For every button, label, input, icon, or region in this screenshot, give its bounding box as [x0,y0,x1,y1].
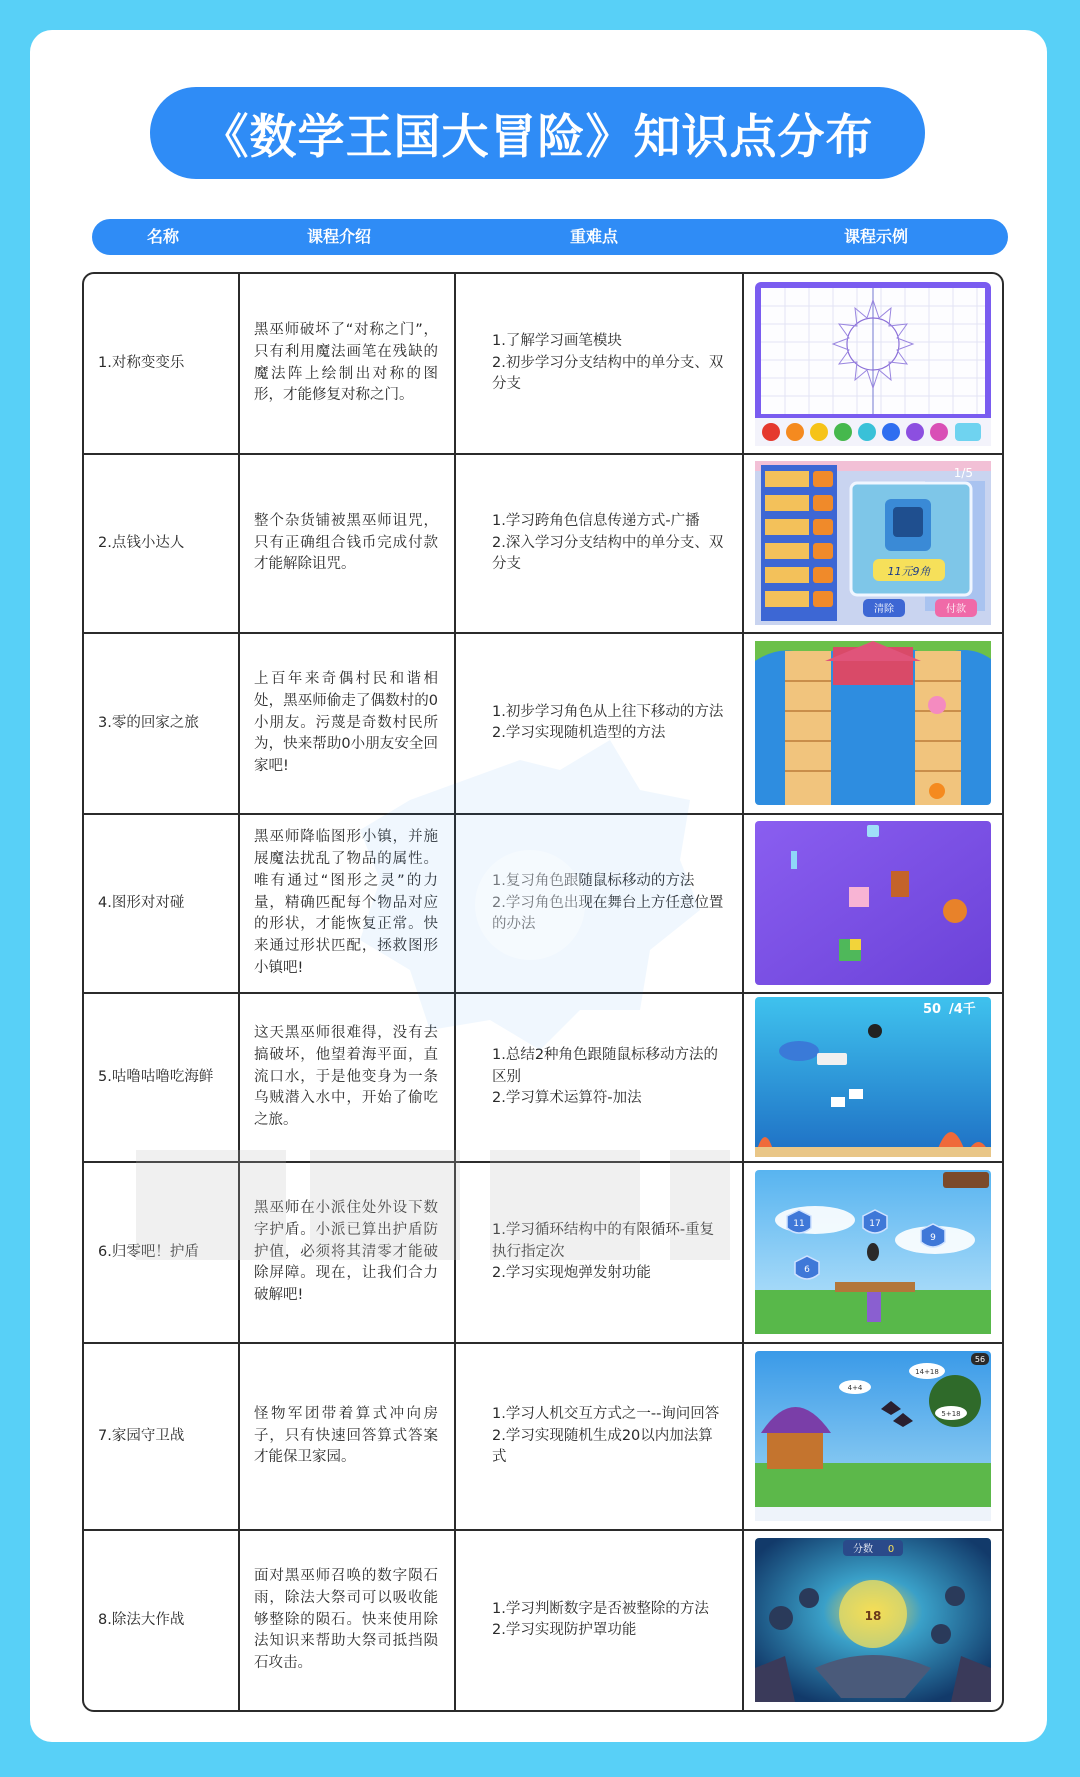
screenshot-zero-journey[interactable] [755,641,991,805]
table-header [92,219,1008,255]
equation-1: 14+18 [915,1368,939,1377]
course-intro: 黑巫师在小派住处外设下数字护盾。小派已算出护盾防护值，必须将其清零才能破除屏障。现在，让我们合力破解吧! [254,1200,438,1304]
course-key-points [456,702,742,746]
screenshot-shape-match[interactable] [755,821,991,985]
screenshot-home-defense[interactable] [755,1351,991,1521]
course-key-points [456,871,742,936]
course-name: 4.图形对对碰 [84,815,240,994]
screenshot-money-shop[interactable] [755,461,991,625]
center-number: 18 [864,1609,882,1624]
course-intro: 整个杂货铺被黑巫师诅咒，只有正确组合钱币完成付款才能解除诅咒。 [254,512,438,573]
table-row [84,274,1002,455]
shield-4-value: 6 [804,1265,810,1276]
shield-3-value: 9 [930,1233,936,1244]
shield-2-value: 17 [869,1219,881,1230]
course-intro: 怪物军团带着算式冲向房子，只有快速回答算式答案才能保卫家园。 [254,1405,438,1466]
score-value: 50 [923,1002,942,1018]
course-key-points [456,1599,742,1643]
score-badge: 56 [974,1355,986,1365]
key-point-1: 1.学习判断数字是否被整除的方法 [492,1600,709,1617]
table-row [84,1531,1002,1710]
course-name: 8.除法大作战 [84,1531,240,1710]
course-intro: 这天黑巫师很难得，没有去搞破坏，他望着海平面，直流口水，于是他变身为一条乌贼潜入水中，开始了偷吃之旅。 [254,1025,438,1129]
key-point-1: 1.了解学习画笔模块 [492,332,622,349]
price-label: 11元9角 [887,565,931,579]
course-table [82,272,1004,1712]
key-point-2: 2.学习实现随机造型的方法 [492,725,666,742]
header-example: 课程示例 [843,227,908,246]
score-value: 0 [887,1544,895,1556]
key-point-2: 2.学习角色出现在舞台上方任意位置的办法 [492,894,724,933]
table-row [84,1163,1002,1344]
course-key-points [456,1404,742,1469]
key-point-2: 2.深入学习分支结构中的单分支、双分支 [492,534,724,573]
screenshot-symmetry-drawing[interactable] [755,282,991,446]
table-row [84,815,1002,994]
clear-label: 清除 [874,604,894,616]
key-point-1: 1.初步学习角色从上往下移动的方法 [492,703,724,720]
key-point-1: 1.总结2种角色跟随鼠标移动方法的区别 [492,1046,719,1085]
course-name: 5.咕噜咕噜吃海鲜 [84,994,240,1163]
page-title: 《数学王国大冒险》知识点分布 [150,87,925,179]
course-name: 1.对称变变乐 [84,274,240,455]
screenshot-shield[interactable] [755,1170,991,1334]
course-key-points [456,331,742,396]
table-row [84,455,1002,634]
course-intro: 黑巫师破坏了“对称之门”，只有利用魔法画笔在残缺的魔法阵上绘制出对称的图形，才能修复对称之门。 [254,322,438,404]
header-name: 名称 [146,227,179,246]
header-key-points: 重难点 [569,227,618,246]
course-intro: 面对黑巫师召唤的数字陨石雨，除法大祭司可以吸收能够整除的陨石。快来使用除法知识来帮助大祭司抵挡陨石攻击。 [254,1568,438,1672]
shield-1-value: 11 [793,1219,805,1230]
key-point-2: 2.学习实现炮弹发射功能 [492,1265,651,1282]
header-intro: 课程介绍 [306,227,371,246]
score-goal: /4千 [949,1002,976,1018]
table-row [84,1344,1002,1531]
course-name: 2.点钱小达人 [84,455,240,634]
screenshot-seafood[interactable] [755,997,991,1157]
equation-3: 5+18 [941,1410,961,1419]
course-name: 3.零的回家之旅 [84,634,240,815]
key-point-1: 1.复习角色跟随鼠标移动的方法 [492,872,695,889]
table-row [84,634,1002,815]
course-name: 6.归零吧！护盾 [84,1163,240,1344]
course-intro: 黑巫师降临图形小镇，并施展魔法扰乱了物品的属性。唯有通过“图形之灵”的力量，精确匹配每个物品对应的形状，才能恢复正常。快来通过形状匹配，拯救图形小镇吧! [254,829,438,976]
course-intro: 上百年来奇偶村民和谐相处，黑巫师偷走了偶数村的0小朋友。污蔑是奇数村民所为，快来帮助0小朋友安全回家吧! [254,671,438,775]
course-key-points [456,1045,742,1110]
screenshot-division-battle[interactable] [755,1538,991,1702]
course-key-points [456,1220,742,1285]
key-point-1: 1.学习人机交互方式之一--询问回答 [492,1405,720,1422]
key-point-2: 2.初步学习分支结构中的单分支、双分支 [492,354,724,393]
progress-counter: 1/5 [953,466,973,481]
table-row [84,994,1002,1163]
equation-2: 4+4 [847,1384,863,1393]
key-point-2: 2.学习实现随机生成20以内加法算式 [492,1427,713,1466]
course-key-points [456,511,742,576]
score-label: 分数 [853,1544,873,1556]
key-point-2: 2.学习算术运算符-加法 [492,1090,642,1107]
course-name: 7.家园守卫战 [84,1344,240,1531]
key-point-1: 1.学习跨角色信息传递方式-广播 [492,512,700,529]
key-point-2: 2.学习实现防护罩功能 [492,1622,637,1639]
pay-label: 付款 [946,604,966,616]
key-point-1: 1.学习循环结构中的有限循环-重复执行指定次 [492,1221,715,1260]
